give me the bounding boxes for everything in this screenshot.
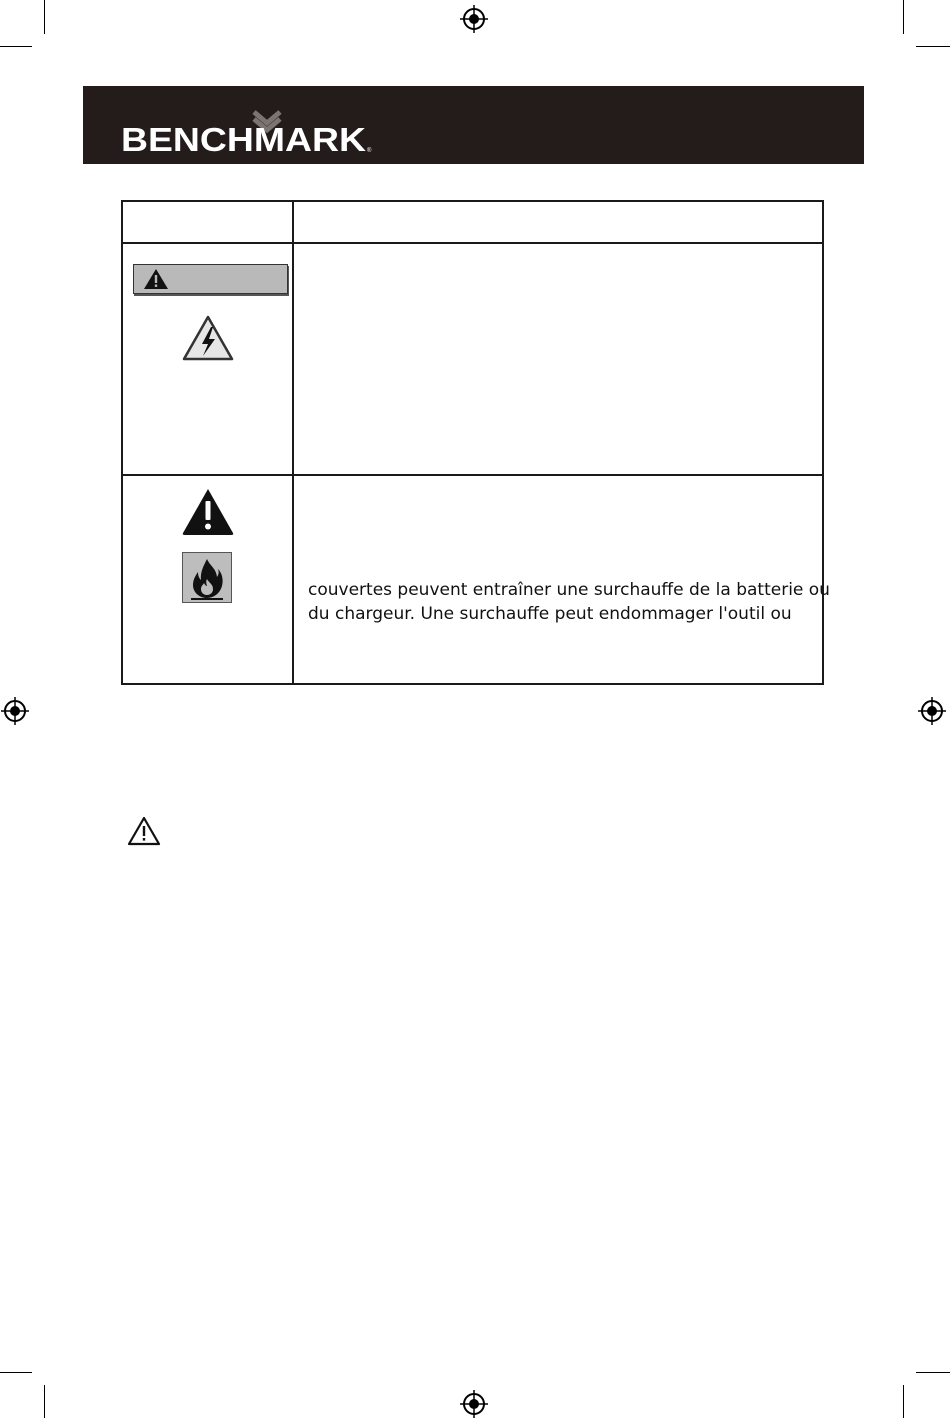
table-border-bottom bbox=[121, 683, 824, 685]
crop-mark bbox=[903, 1385, 904, 1418]
registration-mark-icon bbox=[459, 4, 489, 34]
table-row-divider bbox=[121, 474, 824, 476]
table-column-divider bbox=[292, 200, 294, 685]
crop-mark bbox=[0, 46, 32, 47]
table-border-top bbox=[121, 200, 824, 202]
warning-triangle-icon bbox=[181, 487, 235, 537]
flame-icon bbox=[182, 552, 232, 603]
svg-text:®: ® bbox=[367, 148, 372, 154]
table-row-divider bbox=[121, 242, 824, 244]
registration-mark-icon bbox=[917, 696, 947, 726]
header-bar bbox=[83, 86, 864, 164]
electric-shock-icon bbox=[182, 314, 234, 362]
svg-text:BENCHMARK: BENCHMARK bbox=[121, 121, 367, 158]
crop-mark bbox=[916, 1372, 950, 1373]
crop-mark bbox=[0, 1372, 32, 1373]
crop-mark bbox=[916, 46, 950, 47]
crop-mark bbox=[903, 0, 904, 34]
crop-mark bbox=[44, 1385, 45, 1418]
table-border-left bbox=[121, 200, 123, 685]
description-line: couvertes peuvent entraîner une surchauffe de la batterie ou bbox=[308, 580, 830, 600]
registration-mark-icon bbox=[0, 696, 30, 726]
brand-logo bbox=[121, 98, 381, 158]
description-line: du chargeur. Une surchauffe peut endommager l'outil ou bbox=[308, 604, 792, 624]
crop-mark bbox=[44, 0, 45, 34]
row-description-text bbox=[308, 578, 828, 626]
caution-outline-icon bbox=[127, 816, 161, 846]
warning-label-icon bbox=[133, 264, 288, 294]
registration-mark-icon bbox=[459, 1389, 489, 1419]
